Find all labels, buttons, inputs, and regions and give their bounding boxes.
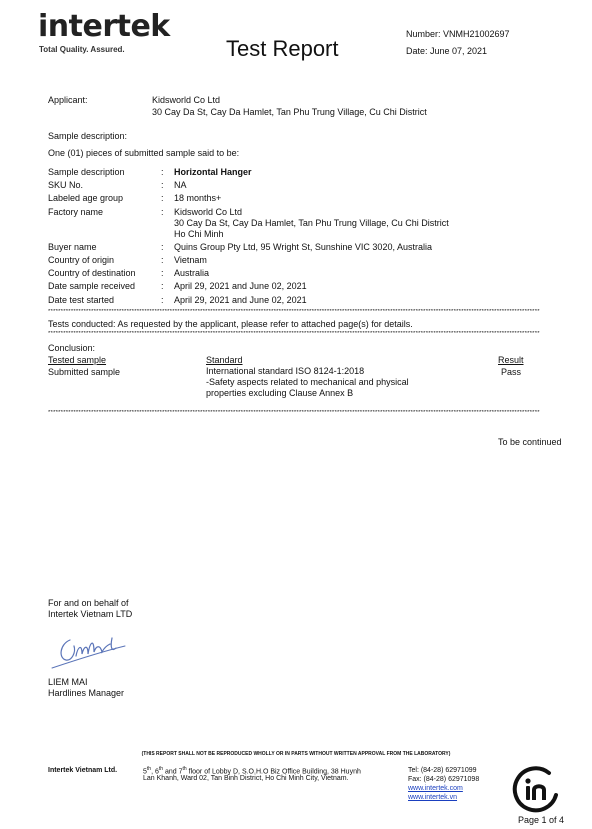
field-label-age-group: Labeled age group bbox=[48, 193, 124, 203]
field-label-date-tested: Date test started bbox=[48, 295, 115, 305]
field-colon: : bbox=[161, 295, 164, 305]
conclusion-standard-line3: properties excluding Clause Annex B bbox=[206, 388, 354, 398]
signature-image bbox=[50, 622, 130, 672]
field-value-sku: NA bbox=[174, 180, 187, 190]
page-number: Page 1 of 4 bbox=[518, 815, 565, 825]
field-colon: : bbox=[161, 281, 164, 291]
signoff-line1: For and on behalf of bbox=[48, 598, 129, 608]
sample-intro: One (01) pieces of submitted sample said to be: bbox=[48, 148, 240, 158]
separator-line: ************************************************************************************************************************************************************************************************** bbox=[48, 331, 540, 337]
intertek-logo-wordmark: intertek bbox=[38, 9, 170, 44]
field-value-date-received: April 29, 2021 and June 02, 2021 bbox=[174, 281, 307, 291]
conclusion-standard-line1: International standard ISO 8124-1:2018 bbox=[206, 366, 365, 376]
field-value-destination: Australia bbox=[174, 268, 210, 278]
field-colon: : bbox=[161, 255, 164, 265]
footer-address-line2: Lan Khanh, Ward 02, Tan Binh District, Ho Chi Minh City, Vietnam. bbox=[143, 775, 349, 782]
conclusion-heading: Conclusion: bbox=[48, 343, 96, 353]
separator-line: ************************************************************************************************************************************************************************************************** bbox=[48, 410, 540, 416]
signer-name: LIEM MAI bbox=[48, 677, 88, 687]
footer-link-intertek-com[interactable]: www.intertek.com bbox=[408, 785, 463, 792]
field-label-sku: SKU No. bbox=[48, 180, 84, 190]
field-colon: : bbox=[161, 180, 164, 190]
report-number: Number: VNMH21002697 bbox=[406, 29, 510, 39]
tests-conducted: Tests conducted: As requested by the applicant, please refer to attached page(s) for details. bbox=[48, 319, 413, 329]
intertek-in-logo-icon bbox=[511, 765, 561, 815]
signer-role: Hardlines Manager bbox=[48, 688, 125, 698]
field-value-date-tested: April 29, 2021 and June 02, 2021 bbox=[174, 295, 307, 305]
col-header-standard: Standard bbox=[206, 355, 243, 365]
report-date: Date: June 07, 2021 bbox=[406, 46, 488, 56]
field-value-buyer: Quins Group Pty Ltd, 95 Wright St, Sunshine VIC 3020, Australia bbox=[174, 242, 432, 252]
field-label-destination: Country of destination bbox=[48, 268, 136, 278]
applicant-name: Kidsworld Co Ltd bbox=[152, 95, 221, 105]
footer-company: Intertek Vietnam Ltd. bbox=[48, 767, 118, 774]
field-value-factory-name: Kidsworld Co Ltd bbox=[174, 207, 243, 217]
applicant-label: Applicant: bbox=[48, 95, 88, 105]
field-value-factory-city: Ho Chi Minh bbox=[174, 229, 224, 239]
col-header-result: Result bbox=[498, 355, 524, 365]
field-colon: : bbox=[161, 268, 164, 278]
logo-tagline: Total Quality. Assured. bbox=[39, 45, 125, 54]
signoff-company: Intertek Vietnam LTD bbox=[48, 609, 133, 619]
footer-address-line1: 5th, 6th and 7th floor of Lobby D, S.O.H.O Biz Office Building, 38 Huynh bbox=[143, 766, 361, 776]
field-label-buyer: Buyer name bbox=[48, 242, 97, 252]
footer-fax: Fax: (84-28) 62971098 bbox=[408, 776, 480, 783]
field-colon: : bbox=[161, 207, 164, 217]
field-label-origin: Country of origin bbox=[48, 255, 115, 265]
field-colon: : bbox=[161, 193, 164, 203]
footer-link-intertek-vn[interactable]: www.intertek.vn bbox=[408, 794, 458, 801]
field-value-origin: Vietnam bbox=[174, 255, 207, 265]
field-label-sample-description: Sample description bbox=[48, 167, 125, 177]
conclusion-standard-line2: -Safety aspects related to mechanical and physical bbox=[206, 377, 409, 387]
separator-line: ************************************************************************************************************************************************************************************************** bbox=[48, 309, 540, 315]
report-title: Test Report bbox=[226, 36, 339, 61]
field-value-factory-address: 30 Cay Da St, Cay Da Hamlet, Tan Phu Trung Village, Cu Chi District bbox=[174, 218, 449, 228]
conclusion-sample: Submitted sample bbox=[48, 367, 121, 377]
field-value-age-group: 18 months+ bbox=[174, 193, 222, 203]
field-colon: : bbox=[161, 242, 164, 252]
sample-heading: Sample description: bbox=[48, 131, 128, 141]
field-label-date-received: Date sample received bbox=[48, 281, 136, 291]
field-value-sample-description: Horizontal Hanger bbox=[174, 167, 252, 177]
field-label-factory: Factory name bbox=[48, 207, 104, 217]
field-colon: : bbox=[161, 167, 164, 177]
conclusion-result: Pass bbox=[501, 367, 522, 377]
footer-tel: Tel: (84-28) 62971099 bbox=[408, 767, 477, 774]
to-be-continued: To be continued bbox=[498, 437, 562, 447]
col-header-tested-sample: Tested sample bbox=[48, 355, 107, 365]
applicant-address: 30 Cay Da St, Cay Da Hamlet, Tan Phu Trung Village, Cu Chi District bbox=[152, 107, 427, 117]
reproduction-notice: (THIS REPORT SHALL NOT BE REPRODUCED WHOLLY OR IN PARTS WITHOUT WRITTEN APPROVAL FROM THE LABORATORY) bbox=[141, 751, 451, 757]
